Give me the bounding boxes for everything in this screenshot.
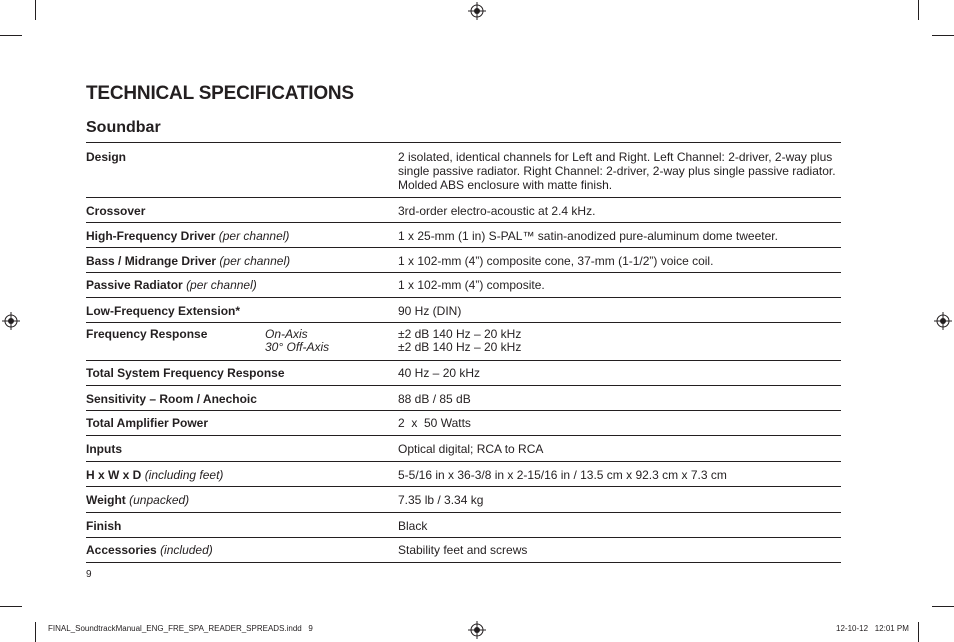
spec-label: Total System Frequency Response — [86, 366, 285, 380]
spec-label: Total Amplifier Power — [86, 416, 209, 430]
spec-label: Frequency Response — [86, 327, 208, 341]
crop-mark — [918, 622, 919, 642]
spec-label: Weight — [86, 493, 126, 507]
spec-row — [86, 411, 841, 436]
spec-row — [86, 462, 841, 487]
spec-note: (including feet) — [144, 468, 224, 482]
crop-mark — [0, 35, 22, 36]
spec-row — [86, 386, 841, 411]
spec-label: Finish — [86, 519, 122, 533]
crop-mark — [35, 622, 36, 642]
spec-sublabel: On-Axis — [265, 327, 308, 341]
spec-sublabel: 30° Off-Axis — [265, 340, 330, 354]
section-heading: Soundbar — [86, 119, 161, 136]
spec-value: 1 x 102-mm (4”) composite. — [398, 278, 545, 292]
spec-row — [86, 323, 841, 361]
registration-mark-icon — [2, 312, 20, 330]
registration-mark-icon — [468, 621, 486, 639]
spec-row — [86, 513, 841, 538]
spec-label: Bass / Midrange Driver — [86, 254, 217, 268]
spec-note: (included) — [160, 543, 213, 557]
spec-row — [86, 223, 841, 248]
spec-row — [86, 487, 841, 513]
crop-mark — [932, 606, 954, 607]
page-number: 9 — [86, 569, 92, 580]
spec-value: 1 x 102-mm (4”) composite cone, 37-mm (1-1/2”) voice coil. — [398, 254, 714, 268]
registration-mark-icon — [934, 312, 952, 330]
spec-value: 90 Hz (DIN) — [398, 304, 462, 318]
spec-label: Accessories — [86, 543, 157, 557]
spec-label: Design — [86, 150, 127, 164]
spec-value: 40 Hz – 20 kHz — [398, 366, 481, 380]
spec-value: 88 dB / 85 dB — [398, 392, 471, 406]
crop-mark — [918, 0, 919, 20]
spec-value: ±2 dB 140 Hz – 20 kHz — [398, 340, 522, 354]
spec-value: 1 x 25-mm (1 in) S-PAL™ satin-anodized pure-aluminum dome tweeter. — [398, 229, 778, 243]
spec-value: Black — [398, 519, 428, 533]
spec-row — [86, 298, 841, 323]
spec-label: High-Frequency Driver — [86, 229, 216, 243]
spec-row — [86, 436, 841, 462]
spec-label: Low-Frequency Extension* — [86, 304, 241, 318]
spec-row — [86, 143, 841, 198]
spec-table — [86, 142, 841, 563]
slug-datetime: 12-10-12 12:01 PM — [836, 624, 909, 633]
spec-value: Stability feet and screws — [398, 543, 528, 557]
spec-value: 3rd-order electro-acoustic at 2.4 kHz. — [398, 204, 596, 218]
spec-label: Crossover — [86, 204, 146, 218]
spec-row — [86, 198, 841, 223]
spec-value: 2 isolated, identical channels for Left and Right. Left Channel: 2-driver, 2-way plus single passive radiator. Right Channel: 2-driver, 2-way plus single passive radiator. Molded ABS enclosure with matte finish. — [398, 150, 836, 192]
spec-value: Optical digital; RCA to RCA — [398, 442, 544, 456]
spec-row — [86, 361, 841, 386]
spec-row — [86, 248, 841, 273]
spec-note: (per channel) — [186, 278, 257, 292]
registration-mark-icon — [468, 2, 486, 20]
spec-note: (unpacked) — [129, 493, 190, 507]
crop-mark — [35, 0, 36, 20]
spec-label: Passive Radiator — [86, 278, 183, 292]
page-title: TECHNICAL SPECIFICATIONS — [86, 83, 354, 104]
spec-label: Inputs — [86, 442, 122, 456]
spec-value: ±2 dB 140 Hz – 20 kHz — [398, 327, 522, 341]
slug-filename: FINAL_SoundtrackManual_ENG_FRE_SPA_READER_SPREADS.indd 9 — [48, 624, 313, 633]
spec-value: 2 x 50 Watts — [398, 416, 471, 430]
spec-value: 7.35 lb / 3.34 kg — [398, 493, 484, 507]
spec-label: H x W x D — [86, 468, 142, 482]
crop-mark — [0, 606, 22, 607]
spec-row — [86, 273, 841, 298]
crop-mark — [932, 35, 954, 36]
spec-row — [86, 538, 841, 563]
spec-label: Sensitivity – Room / Anechoic — [86, 392, 257, 406]
spec-value: 5-5/16 in x 36-3/8 in x 2-15/16 in / 13.5 cm x 92.3 cm x 7.3 cm — [398, 468, 727, 482]
spec-note: (per channel) — [218, 229, 290, 243]
spec-note: (per channel) — [219, 254, 291, 268]
